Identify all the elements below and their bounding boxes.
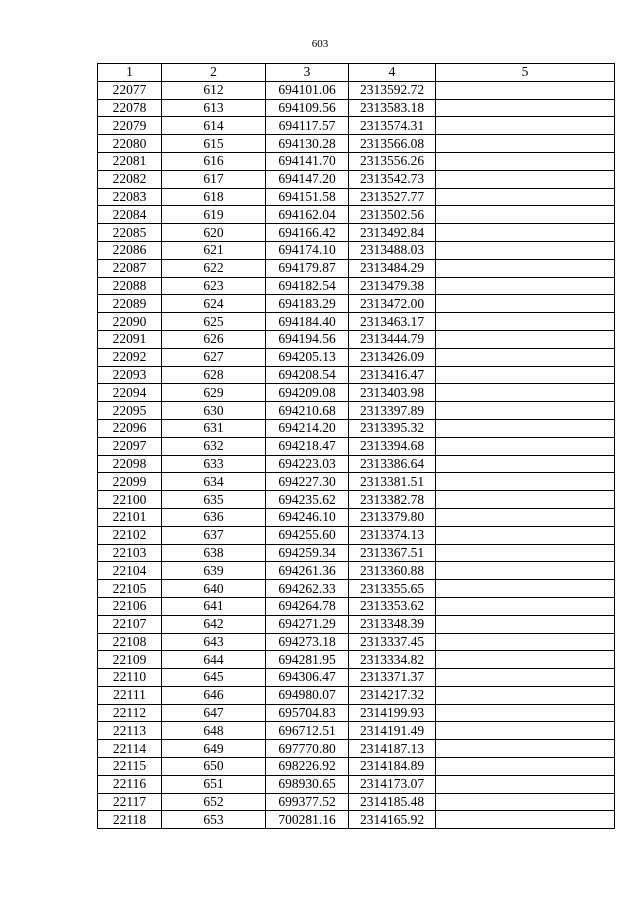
point-id-cell: 22101 [98, 508, 162, 526]
table-row [98, 241, 615, 259]
x-coordinate-cell: 694264.78 [266, 597, 349, 615]
x-coordinate-cell: 694306.47 [266, 669, 349, 687]
note-cell [436, 384, 615, 402]
point-number-cell: 647 [162, 704, 266, 722]
y-coordinate-cell: 2314185.48 [349, 793, 436, 811]
point-number-cell: 653 [162, 811, 266, 829]
point-number-cell: 617 [162, 170, 266, 188]
point-id-cell: 22110 [98, 669, 162, 687]
x-coordinate-cell: 694183.29 [266, 295, 349, 313]
note-cell [436, 81, 615, 99]
point-number-cell: 620 [162, 224, 266, 242]
point-id-cell: 22106 [98, 597, 162, 615]
y-coordinate-cell: 2313348.39 [349, 615, 436, 633]
x-coordinate-cell: 694184.40 [266, 313, 349, 331]
point-number-cell: 627 [162, 348, 266, 366]
note-cell [436, 544, 615, 562]
x-coordinate-cell: 694151.58 [266, 188, 349, 206]
y-coordinate-cell: 2313566.08 [349, 135, 436, 153]
y-coordinate-cell: 2313479.38 [349, 277, 436, 295]
y-coordinate-cell: 2313397.89 [349, 402, 436, 420]
y-coordinate-cell: 2313353.62 [349, 597, 436, 615]
table-row [98, 366, 615, 384]
y-coordinate-cell: 2313334.82 [349, 651, 436, 669]
table-row [98, 669, 615, 687]
x-coordinate-cell: 694255.60 [266, 526, 349, 544]
x-coordinate-cell: 694174.10 [266, 241, 349, 259]
point-number-cell: 631 [162, 419, 266, 437]
point-id-cell: 22105 [98, 580, 162, 598]
table-row [98, 348, 615, 366]
point-number-cell: 622 [162, 259, 266, 277]
table-body [98, 81, 615, 828]
x-coordinate-cell: 694182.54 [266, 277, 349, 295]
y-coordinate-cell: 2313371.37 [349, 669, 436, 687]
table-row [98, 758, 615, 776]
y-coordinate-cell: 2313379.80 [349, 508, 436, 526]
point-number-cell: 649 [162, 740, 266, 758]
x-coordinate-cell: 694109.56 [266, 99, 349, 117]
table-row [98, 526, 615, 544]
y-coordinate-cell: 2313416.47 [349, 366, 436, 384]
point-id-cell: 22107 [98, 615, 162, 633]
point-id-cell: 22117 [98, 793, 162, 811]
note-cell [436, 811, 615, 829]
note-cell [436, 295, 615, 313]
y-coordinate-cell: 2313574.31 [349, 117, 436, 135]
point-id-cell: 22081 [98, 152, 162, 170]
note-cell [436, 722, 615, 740]
point-id-cell: 22104 [98, 562, 162, 580]
table-header-row [98, 64, 615, 82]
x-coordinate-cell: 694271.29 [266, 615, 349, 633]
point-id-cell: 22099 [98, 473, 162, 491]
table-row [98, 597, 615, 615]
table-row [98, 740, 615, 758]
x-coordinate-cell: 700281.16 [266, 811, 349, 829]
table-row [98, 313, 615, 331]
point-number-cell: 637 [162, 526, 266, 544]
point-number-cell: 651 [162, 775, 266, 793]
x-coordinate-cell: 694208.54 [266, 366, 349, 384]
point-id-cell: 22088 [98, 277, 162, 295]
point-id-cell: 22100 [98, 491, 162, 509]
x-coordinate-cell: 694261.36 [266, 562, 349, 580]
y-coordinate-cell: 2313484.29 [349, 259, 436, 277]
y-coordinate-cell: 2313367.51 [349, 544, 436, 562]
point-number-cell: 635 [162, 491, 266, 509]
point-number-cell: 639 [162, 562, 266, 580]
point-id-cell: 22113 [98, 722, 162, 740]
point-id-cell: 22109 [98, 651, 162, 669]
note-cell [436, 152, 615, 170]
point-number-cell: 616 [162, 152, 266, 170]
note-cell [436, 491, 615, 509]
note-cell [436, 669, 615, 687]
x-coordinate-cell: 697770.80 [266, 740, 349, 758]
y-coordinate-cell: 2313542.73 [349, 170, 436, 188]
point-number-cell: 624 [162, 295, 266, 313]
point-id-cell: 22085 [98, 224, 162, 242]
note-cell [436, 224, 615, 242]
x-coordinate-cell: 696712.51 [266, 722, 349, 740]
point-number-cell: 613 [162, 99, 266, 117]
y-coordinate-cell: 2313492.84 [349, 224, 436, 242]
x-coordinate-cell: 694262.33 [266, 580, 349, 598]
point-id-cell: 22094 [98, 384, 162, 402]
point-id-cell: 22095 [98, 402, 162, 420]
y-coordinate-cell: 2314191.49 [349, 722, 436, 740]
x-coordinate-cell: 695704.83 [266, 704, 349, 722]
x-coordinate-cell: 694194.56 [266, 330, 349, 348]
point-id-cell: 22078 [98, 99, 162, 117]
note-cell [436, 170, 615, 188]
table-row [98, 811, 615, 829]
y-coordinate-cell: 2313583.18 [349, 99, 436, 117]
table-row [98, 277, 615, 295]
point-id-cell: 22080 [98, 135, 162, 153]
point-number-cell: 614 [162, 117, 266, 135]
x-coordinate-cell: 699377.52 [266, 793, 349, 811]
note-cell [436, 651, 615, 669]
point-id-cell: 22077 [98, 81, 162, 99]
point-id-cell: 22079 [98, 117, 162, 135]
table-row [98, 295, 615, 313]
note-cell [436, 188, 615, 206]
x-coordinate-cell: 694117.57 [266, 117, 349, 135]
x-coordinate-cell: 694166.42 [266, 224, 349, 242]
point-number-cell: 645 [162, 669, 266, 687]
point-number-cell: 618 [162, 188, 266, 206]
table-row [98, 384, 615, 402]
page-number: 603 [311, 38, 329, 50]
point-number-cell: 630 [162, 402, 266, 420]
point-number-cell: 652 [162, 793, 266, 811]
note-cell [436, 348, 615, 366]
column-header-3: 3 [266, 64, 349, 82]
point-number-cell: 619 [162, 206, 266, 224]
point-id-cell: 22111 [98, 686, 162, 704]
x-coordinate-cell: 694205.13 [266, 348, 349, 366]
point-number-cell: 648 [162, 722, 266, 740]
point-id-cell: 22091 [98, 330, 162, 348]
x-coordinate-cell: 694281.95 [266, 651, 349, 669]
point-id-cell: 22112 [98, 704, 162, 722]
column-header-1: 1 [98, 64, 162, 82]
note-cell [436, 686, 615, 704]
point-id-cell: 22086 [98, 241, 162, 259]
note-cell [436, 562, 615, 580]
table-row [98, 402, 615, 420]
table-row [98, 117, 615, 135]
point-id-cell: 22092 [98, 348, 162, 366]
point-number-cell: 633 [162, 455, 266, 473]
table-row [98, 473, 615, 491]
point-id-cell: 22084 [98, 206, 162, 224]
x-coordinate-cell: 694209.08 [266, 384, 349, 402]
table-row [98, 224, 615, 242]
point-id-cell: 22093 [98, 366, 162, 384]
y-coordinate-cell: 2313592.72 [349, 81, 436, 99]
note-cell [436, 419, 615, 437]
table-row [98, 651, 615, 669]
note-cell [436, 259, 615, 277]
y-coordinate-cell: 2314173.07 [349, 775, 436, 793]
note-cell [436, 313, 615, 331]
point-id-cell: 22114 [98, 740, 162, 758]
point-id-cell: 22102 [98, 526, 162, 544]
point-number-cell: 641 [162, 597, 266, 615]
y-coordinate-cell: 2314217.32 [349, 686, 436, 704]
table-row [98, 793, 615, 811]
x-coordinate-cell: 694162.04 [266, 206, 349, 224]
table-row [98, 419, 615, 437]
note-cell [436, 597, 615, 615]
y-coordinate-cell: 2314165.92 [349, 811, 436, 829]
column-header-5: 5 [436, 64, 615, 82]
point-id-cell: 22082 [98, 170, 162, 188]
note-cell [436, 740, 615, 758]
note-cell [436, 704, 615, 722]
note-cell [436, 135, 615, 153]
table-row [98, 722, 615, 740]
x-coordinate-cell: 694227.30 [266, 473, 349, 491]
x-coordinate-cell: 694980.07 [266, 686, 349, 704]
y-coordinate-cell: 2313426.09 [349, 348, 436, 366]
y-coordinate-cell: 2313502.56 [349, 206, 436, 224]
point-number-cell: 612 [162, 81, 266, 99]
point-id-cell: 22090 [98, 313, 162, 331]
table-row [98, 544, 615, 562]
point-number-cell: 643 [162, 633, 266, 651]
point-number-cell: 615 [162, 135, 266, 153]
point-number-cell: 636 [162, 508, 266, 526]
point-number-cell: 632 [162, 437, 266, 455]
y-coordinate-cell: 2313395.32 [349, 419, 436, 437]
y-coordinate-cell: 2313463.17 [349, 313, 436, 331]
table-row [98, 775, 615, 793]
y-coordinate-cell: 2313403.98 [349, 384, 436, 402]
x-coordinate-cell: 694235.62 [266, 491, 349, 509]
note-cell [436, 206, 615, 224]
note-cell [436, 615, 615, 633]
table-row [98, 170, 615, 188]
table-row [98, 81, 615, 99]
point-id-cell: 22087 [98, 259, 162, 277]
note-cell [436, 117, 615, 135]
table-row [98, 135, 615, 153]
x-coordinate-cell: 694101.06 [266, 81, 349, 99]
y-coordinate-cell: 2313382.78 [349, 491, 436, 509]
note-cell [436, 277, 615, 295]
point-id-cell: 22098 [98, 455, 162, 473]
table-row [98, 633, 615, 651]
point-id-cell: 22083 [98, 188, 162, 206]
column-header-2: 2 [162, 64, 266, 82]
point-number-cell: 644 [162, 651, 266, 669]
table-row [98, 686, 615, 704]
table-row [98, 508, 615, 526]
point-id-cell: 22116 [98, 775, 162, 793]
point-number-cell: 646 [162, 686, 266, 704]
x-coordinate-cell: 694273.18 [266, 633, 349, 651]
y-coordinate-cell: 2313472.00 [349, 295, 436, 313]
y-coordinate-cell: 2313386.64 [349, 455, 436, 473]
y-coordinate-cell: 2313394.68 [349, 437, 436, 455]
y-coordinate-cell: 2314187.13 [349, 740, 436, 758]
x-coordinate-cell: 698226.92 [266, 758, 349, 776]
y-coordinate-cell: 2313360.88 [349, 562, 436, 580]
point-id-cell: 22089 [98, 295, 162, 313]
x-coordinate-cell: 694179.87 [266, 259, 349, 277]
x-coordinate-cell: 694141.70 [266, 152, 349, 170]
table-row [98, 259, 615, 277]
table-row [98, 188, 615, 206]
x-coordinate-cell: 698930.65 [266, 775, 349, 793]
point-number-cell: 626 [162, 330, 266, 348]
point-id-cell: 22097 [98, 437, 162, 455]
table-row [98, 152, 615, 170]
x-coordinate-cell: 694223.03 [266, 455, 349, 473]
y-coordinate-cell: 2313444.79 [349, 330, 436, 348]
table-row [98, 562, 615, 580]
note-cell [436, 526, 615, 544]
table-row [98, 330, 615, 348]
y-coordinate-cell: 2314184.89 [349, 758, 436, 776]
point-number-cell: 628 [162, 366, 266, 384]
table-row [98, 455, 615, 473]
note-cell [436, 775, 615, 793]
table-row [98, 491, 615, 509]
note-cell [436, 99, 615, 117]
point-number-cell: 621 [162, 241, 266, 259]
note-cell [436, 455, 615, 473]
y-coordinate-cell: 2313556.26 [349, 152, 436, 170]
point-number-cell: 625 [162, 313, 266, 331]
x-coordinate-cell: 694259.34 [266, 544, 349, 562]
table-row [98, 615, 615, 633]
table-row [98, 206, 615, 224]
point-id-cell: 22108 [98, 633, 162, 651]
note-cell [436, 330, 615, 348]
note-cell [436, 758, 615, 776]
y-coordinate-cell: 2313374.13 [349, 526, 436, 544]
point-number-cell: 642 [162, 615, 266, 633]
y-coordinate-cell: 2313337.45 [349, 633, 436, 651]
point-number-cell: 638 [162, 544, 266, 562]
x-coordinate-cell: 694246.10 [266, 508, 349, 526]
x-coordinate-cell: 694130.28 [266, 135, 349, 153]
x-coordinate-cell: 694147.20 [266, 170, 349, 188]
table-row [98, 99, 615, 117]
point-id-cell: 22115 [98, 758, 162, 776]
x-coordinate-cell: 694214.20 [266, 419, 349, 437]
y-coordinate-cell: 2313488.03 [349, 241, 436, 259]
note-cell [436, 580, 615, 598]
point-number-cell: 623 [162, 277, 266, 295]
x-coordinate-cell: 694210.68 [266, 402, 349, 420]
point-number-cell: 640 [162, 580, 266, 598]
coordinates-table [97, 63, 615, 829]
y-coordinate-cell: 2314199.93 [349, 704, 436, 722]
point-number-cell: 629 [162, 384, 266, 402]
note-cell [436, 793, 615, 811]
column-header-4: 4 [349, 64, 436, 82]
x-coordinate-cell: 694218.47 [266, 437, 349, 455]
note-cell [436, 633, 615, 651]
table-row [98, 704, 615, 722]
y-coordinate-cell: 2313527.77 [349, 188, 436, 206]
point-id-cell: 22103 [98, 544, 162, 562]
point-number-cell: 650 [162, 758, 266, 776]
note-cell [436, 508, 615, 526]
note-cell [436, 402, 615, 420]
note-cell [436, 437, 615, 455]
y-coordinate-cell: 2313381.51 [349, 473, 436, 491]
table-row [98, 580, 615, 598]
note-cell [436, 473, 615, 491]
y-coordinate-cell: 2313355.65 [349, 580, 436, 598]
note-cell [436, 366, 615, 384]
table-row [98, 437, 615, 455]
point-number-cell: 634 [162, 473, 266, 491]
note-cell [436, 241, 615, 259]
point-id-cell: 22096 [98, 419, 162, 437]
point-id-cell: 22118 [98, 811, 162, 829]
